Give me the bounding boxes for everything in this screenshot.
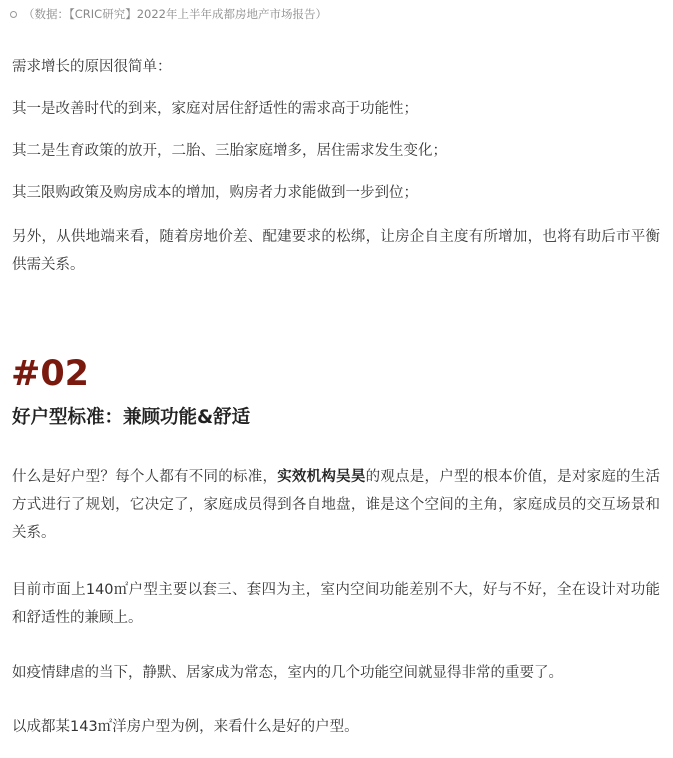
image-caption bbox=[10, 6, 327, 22]
paragraph-reason-one: 其一是改善时代的到来，家庭对居住舒适性的需求高于功能性； bbox=[12, 101, 418, 117]
paragraph-good-layout-definition bbox=[12, 463, 660, 547]
intro-bold-source: 实效机构吴昊 bbox=[277, 469, 366, 485]
paragraph-reason-two: 其二是生育政策的放开，二胎、三胎家庭增多，居住需求发生变化； bbox=[12, 143, 447, 159]
section-number: #02 bbox=[11, 354, 90, 394]
intro-text-after: 的观点是，户型的根本价值，是对家庭的生活方式进行了规划，它决定了，家庭成员得到各自地盘，谁是这个空间的主角，家庭成员的交互场景和关系。 bbox=[12, 469, 661, 541]
paragraph-demand-reasons: 需求增长的原因很简单： bbox=[12, 59, 172, 75]
caption-text: （数据：【CRIC研究】2022年上半年成都房地产市场报告） bbox=[23, 7, 327, 21]
paragraph-supply-side: 另外，从供地端来看，随着房地价差、配建要求的松绑，让房企自主度有所增加，也将有助后市平衡供需关系。 bbox=[12, 229, 660, 273]
paragraph-market-140: 目前市面上140㎡户型主要以套三、套四为主，室内空间功能差别不大，好与不好，全在设计对功能和舒适性的兼顾上。 bbox=[12, 582, 660, 626]
paragraph-example-143: 以成都某143㎡洋房户型为例，来看什么是好的户型。 bbox=[12, 719, 359, 735]
section-title: 好户型标准：兼顾功能&舒适 bbox=[12, 407, 251, 428]
paragraph-reason-three: 其三限购政策及购房成本的增加，购房者力求能做到一步到位； bbox=[12, 185, 418, 201]
caption-dot-icon bbox=[10, 11, 17, 18]
intro-text-before: 什么是好户型？每个人都有不同的标准， bbox=[12, 469, 278, 485]
paragraph-pandemic: 如疫情肆虐的当下，静默、居家成为常态，室内的几个功能空间就显得非常的重要了。 bbox=[12, 665, 563, 681]
